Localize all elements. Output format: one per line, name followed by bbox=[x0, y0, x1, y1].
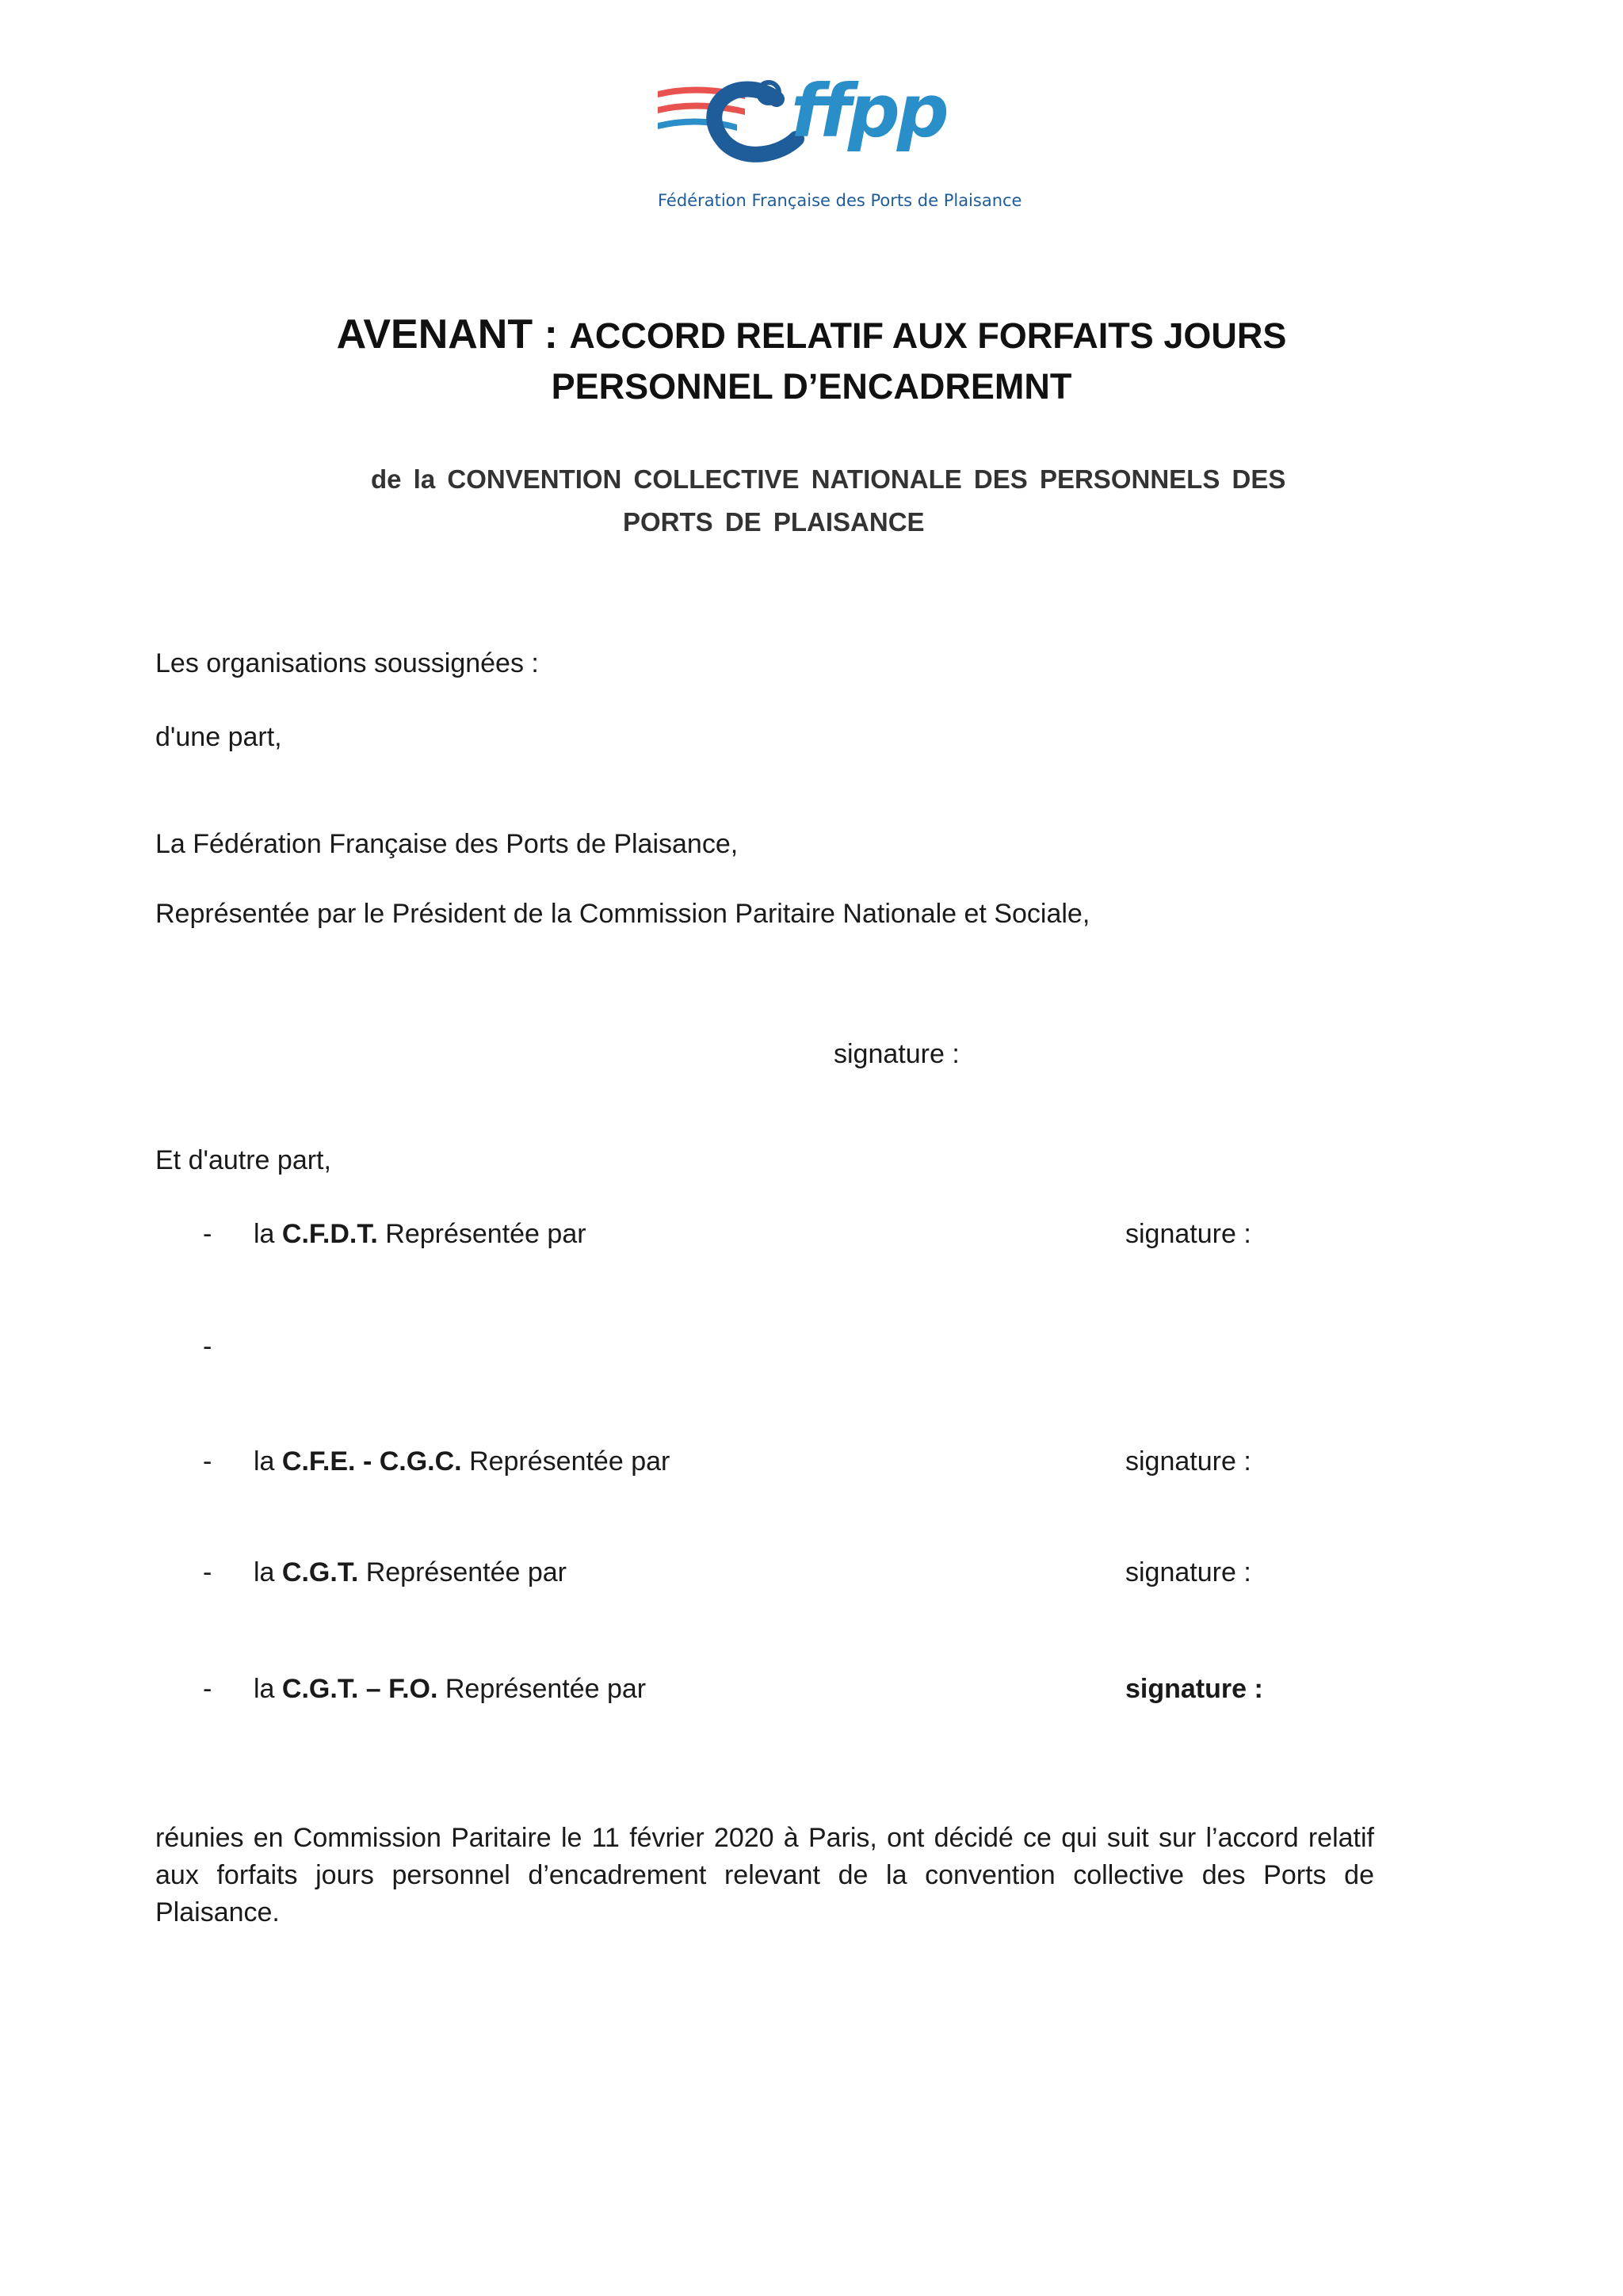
intro-text: Les organisations soussignées : bbox=[155, 648, 539, 678]
list-dash: - bbox=[203, 1557, 212, 1587]
signatory-cgt-signature: signature : bbox=[1125, 1557, 1251, 1587]
signatory-cfe-cgc-signature: signature : bbox=[1125, 1446, 1251, 1477]
list-dash: - bbox=[203, 1674, 212, 1704]
subtitle-line-2: PORTS DE PLAISANCE bbox=[623, 507, 925, 537]
other-party-label: Et d'autre part, bbox=[155, 1145, 331, 1175]
signatory-name: C.F.D.T. bbox=[281, 1219, 378, 1249]
signatory-cfdt: la C.F.D.T. Représentée par bbox=[254, 1219, 586, 1249]
signatory-name: C.G.T. bbox=[281, 1557, 359, 1587]
signatory-name: C.F.E. - C.G.C. bbox=[281, 1446, 462, 1477]
subtitle-line-1: de la CONVENTION COLLECTIVE NATIONALE DES PERSONNELS DES bbox=[371, 464, 1286, 494]
title-avenant: AVENANT : bbox=[336, 311, 558, 357]
signatory-cfe-cgc: la C.F.E. - C.G.C. Représentée par bbox=[254, 1446, 670, 1477]
first-party-label: d'une part, bbox=[155, 722, 282, 752]
first-party-organisation: La Fédération Française des Ports de Plaisance, bbox=[155, 829, 739, 859]
signatory-cfdt-signature: signature : bbox=[1125, 1219, 1251, 1249]
document-title-line-1 bbox=[0, 311, 1623, 358]
list-dash: - bbox=[203, 1219, 212, 1249]
logo-subtitle: Fédération Française des Ports de Plaisance bbox=[658, 191, 1022, 210]
logo-wordmark: ffpp bbox=[791, 69, 946, 154]
first-party-signature: signature : bbox=[834, 1039, 960, 1069]
signatory-cgt: la C.G.T. Représentée par bbox=[254, 1557, 567, 1587]
signatory-cgt-fo: la C.G.T. – F.O. Représentée par bbox=[254, 1674, 647, 1704]
signatory-cgt-fo-signature: signature : bbox=[1125, 1674, 1263, 1704]
list-dash: - bbox=[203, 1446, 212, 1477]
ffpp-logo bbox=[650, 69, 1022, 218]
title-line1-rest: ACCORD RELATIF AUX FORFAITS JOURS bbox=[569, 315, 1287, 356]
list-dash-empty: - bbox=[203, 1331, 212, 1362]
first-party-representative: Représentée par le Président de la Commission Paritaire Nationale et Sociale, bbox=[155, 899, 1090, 929]
closing-paragraph: réunies en Commission Paritaire le 11 février 2020 à Paris, ont décidé ce qui suit sur l’accord relatif aux forfaits jours personnel d’encadrement relevant de la convention collective des Ports de Plaisance. bbox=[155, 1823, 1374, 1927]
ffpp-logo-emblem bbox=[650, 75, 808, 178]
signatory-name: C.G.T. – F.O. bbox=[281, 1674, 438, 1704]
document-title-line-2: PERSONNEL D’ENCADREMNT bbox=[551, 366, 1072, 407]
